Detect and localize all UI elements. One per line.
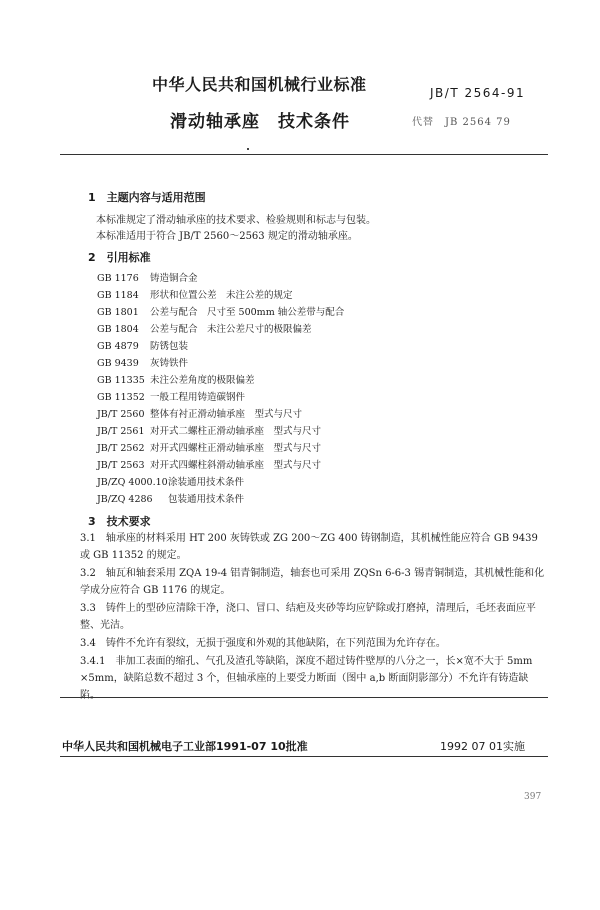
section-1-paragraph: 本标准适用于符合 JB/T 2560～2563 规定的滑动轴承座。 — [96, 231, 358, 242]
requirement-clause: 3.3 铸件上的型砂应清除干净，浇口、冒口、结疤及夹砂等均应铲除或打磨掉，清理后，毛坯表面应平整、光洁。 — [80, 603, 536, 631]
scan-dot — [247, 148, 249, 150]
header-rule — [60, 154, 548, 155]
approval-line: 中华人民共和国机械电子工业部1991-07 10批准 — [62, 740, 308, 753]
footer-rule — [60, 697, 548, 698]
requirement-clause: 3.1 轴承座的材料采用 HT 200 灰铸铁或 ZG 200～ZG 400 铸钢制造，其机械性能应符合 GB 9439 或 GB 11352 的规定。 — [80, 533, 538, 561]
reference-entry: JB/ZQ 4286 包装通用技术条件 — [97, 494, 245, 505]
reference-entry: GB 11352 一般工程用铸造碳钢件 — [97, 392, 246, 403]
reference-entry: JB/T 2563 对开式四螺柱斜滑动轴承座 型式与尺寸 — [97, 460, 322, 471]
requirement-clause: 3.4.1 非加工表面的缩孔、气孔及渣孔等缺陷，深度不超过铸件壁厚的八分之一，长×宽不大于 5mm ×5mm，缺陷总数不超过 3 个，但轴承座的上要受力断面（图中 a,b 断面阴影部分）不允许有铸造缺陷。 — [80, 656, 533, 701]
reference-entry: JB/T 2562 对开式四螺柱正滑动轴承座 型式与尺寸 — [97, 443, 322, 454]
reference-entry: JB/T 2561 对开式二螺柱正滑动轴承座 型式与尺寸 — [97, 426, 322, 437]
standard-number: JB/T 2564-91 — [430, 86, 526, 100]
reference-entry: JB/ZQ 4000.10 涂装通用技术条件 — [97, 477, 245, 488]
reference-entry: GB 9439 灰铸铁件 — [97, 358, 189, 369]
section-1-paragraph: 本标准规定了滑动轴承座的技术要求、检验规则和标志与包装。 — [96, 215, 376, 226]
page-number: 397 — [524, 792, 542, 802]
section-1-heading: 1 主题内容与适用范围 — [88, 191, 206, 204]
reference-entry: JB/T 2560 整体有衬正滑动轴承座 型式与尺寸 — [97, 409, 303, 420]
replaces-note: 代替 JB 2564 79 — [412, 117, 511, 128]
requirement-clause: 3.4 铸件不允许有裂纹，无损于强度和外观的其他缺陷，在下列范围为允许存在。 — [80, 638, 446, 649]
reference-entry: GB 1184 形状和位置公差 未注公差的规定 — [97, 290, 293, 301]
reference-entry: GB 1801 公差与配合 尺寸至 500mm 轴公差带与配合 — [97, 307, 345, 318]
section-3-heading: 3 技术要求 — [88, 515, 151, 528]
reference-entry: GB 4879 防锈包装 — [97, 341, 189, 352]
reference-entry: GB 11335 未注公差角度的极限偏差 — [97, 375, 255, 386]
footer-bottom-rule — [60, 756, 548, 757]
implementation-date: 1992 07 01实施 — [440, 740, 525, 753]
reference-entry: GB 1176 铸造铜合金 — [97, 273, 198, 284]
issuing-organization: 中华人民共和国机械行业标准 — [152, 75, 367, 94]
document-title: 滑动轴承座 技术条件 — [170, 112, 350, 132]
requirement-clause: 3.2 轴瓦和轴套采用 ZQA 19-4 铝青铜制造，轴套也可采用 ZQSn 6-6-3 锡青铜制造，其机械性能和化学成分应符合 GB 1176 的规定。 — [80, 568, 545, 596]
reference-entry: GB 1804 公差与配合 未注公差尺寸的极限偏差 — [97, 324, 312, 335]
section-2-heading: 2 引用标准 — [88, 251, 151, 264]
